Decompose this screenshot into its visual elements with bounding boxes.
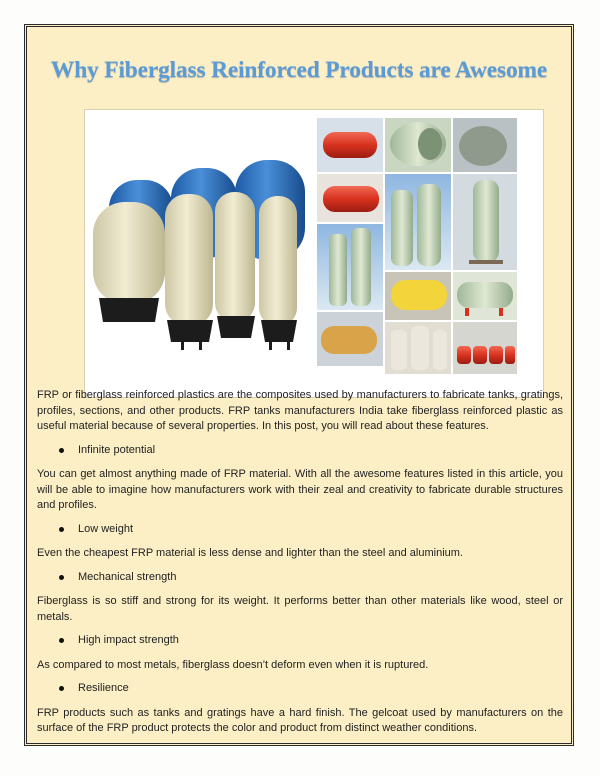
section-heading: Low weight [78, 522, 134, 535]
list-item [37, 570, 563, 586]
bullet-icon [59, 575, 64, 580]
pressure-vessels-photo [93, 160, 305, 350]
bullet-icon [59, 448, 64, 453]
list-item [37, 633, 563, 649]
section-heading: Infinite potential [78, 443, 156, 456]
bullet-icon [59, 686, 64, 691]
section-heading: Resilience [78, 682, 129, 694]
section-paragraph: As compared to most metals, fiberglass doesn’t deform even when it is ruptured. [37, 658, 429, 671]
hero-image-collage [84, 109, 544, 398]
section-heading: High impact strength [78, 634, 179, 646]
bullet-icon [59, 638, 64, 643]
list-item [37, 522, 563, 538]
frp-tanks-collage [85, 110, 543, 397]
section-paragraph: FRP products such as tanks and gratings have a hard finish. The gelcoat used by manufacturers on the surface of the FRP product protects the color and product from distinct weather conditions. [37, 706, 563, 734]
page-title: Why Fiberglass Reinforced Products are Awesome [50, 57, 548, 83]
list-item [37, 443, 563, 459]
section-heading: Mechanical strength [78, 570, 177, 583]
article-body [37, 388, 563, 745]
tank-photo-grid [317, 118, 517, 374]
section-paragraph: Even the cheapest FRP material is less dense and lighter than the steel and aluminium. [37, 547, 463, 559]
intro-paragraph: FRP or fiberglass reinforced plastics are the composites used by manufacturers to fabricate tanks, gratings, profiles, sections, and other products. FRP tanks manufacturers India take fiberglass reinforced plastic as useful material because of several properties. In this post, you will read about these features. [37, 389, 563, 432]
page-frame [24, 24, 574, 746]
list-item [37, 681, 563, 697]
section-paragraph: Fiberglass is so stiff and strong for its weight. It performs better than other materials like wood, steel or metals. [37, 595, 563, 623]
section-paragraph: You can get almost anything made of FRP material. With all the awesome features listed in this article, you will be able to imagine how manufacturers work with their zeal and creativity to fabricate durable structures and profiles. [37, 468, 563, 511]
bullet-icon [59, 527, 64, 532]
